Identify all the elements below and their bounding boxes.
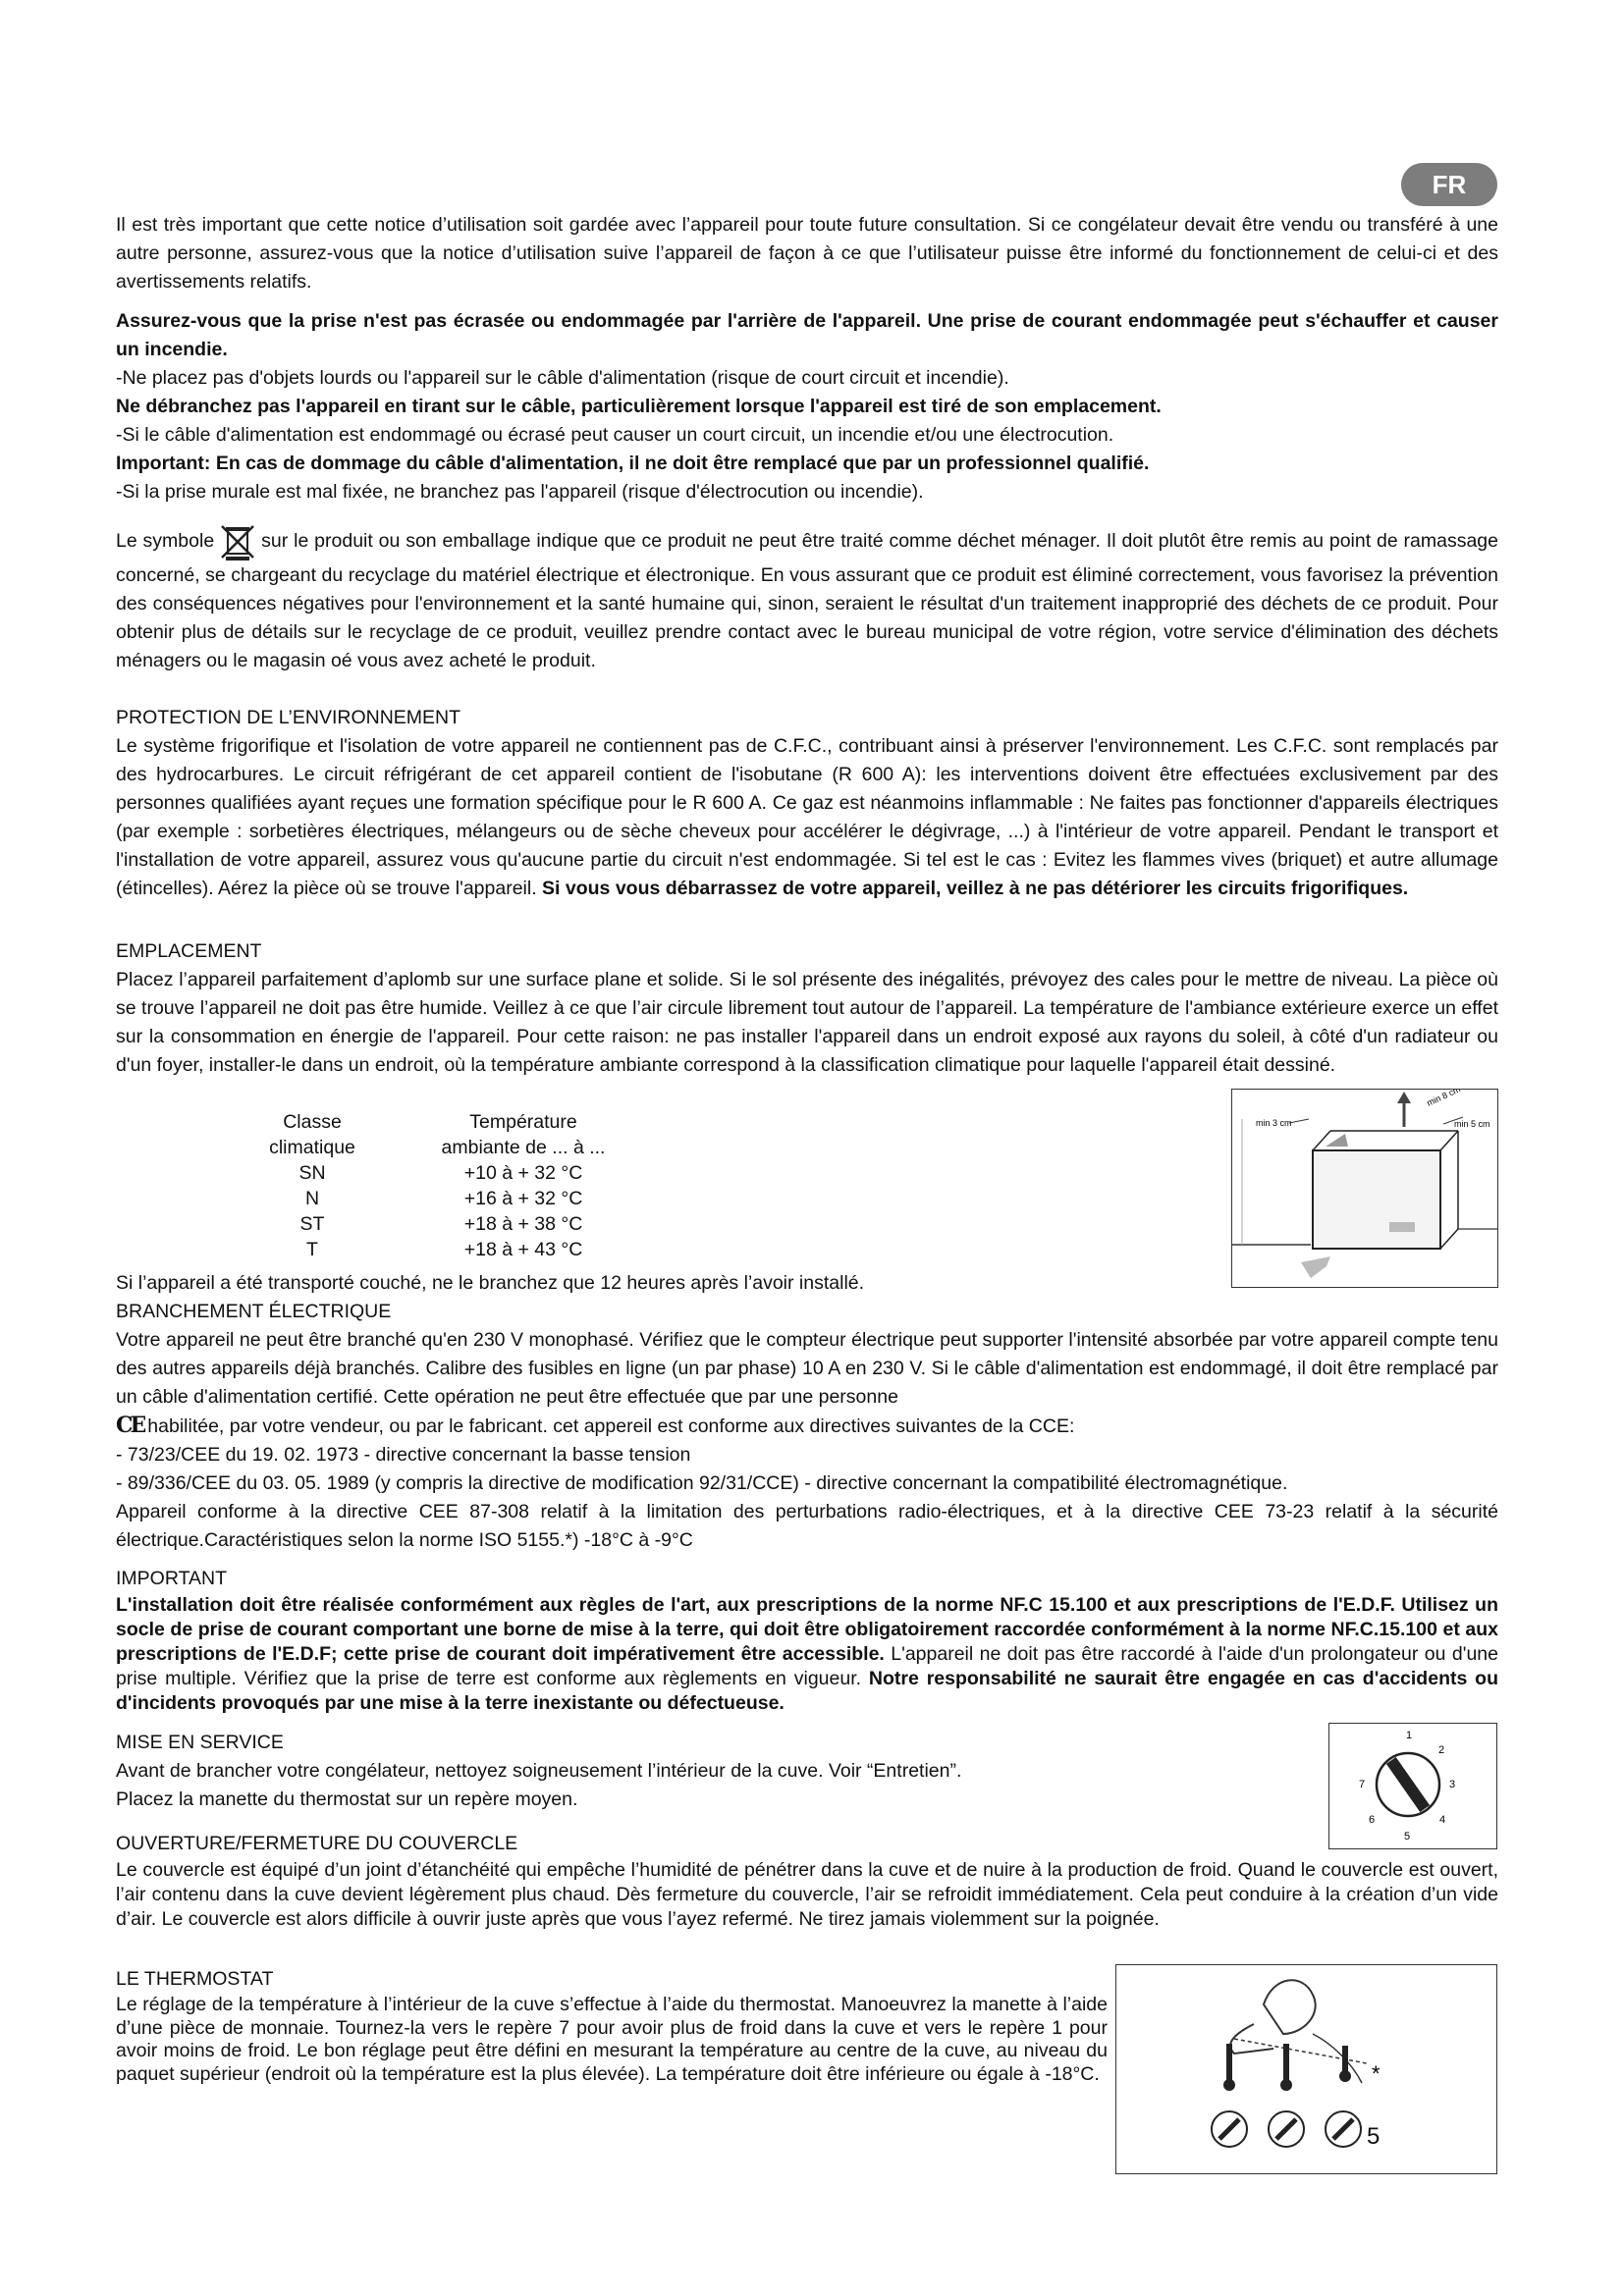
transport-note: Si l’appareil a été transporté couché, ne le branchez que 12 heures après l’avoir installé. <box>116 1272 865 1294</box>
startup-line-2: Placez la manette du thermostat sur un repère moyen. <box>116 1789 578 1810</box>
lid-section <box>116 1830 1498 1932</box>
startup-line-1: Avant de brancher votre congélateur, nettoyez soigneusement l’intérieur de la cuve. Voir “Entretien”. <box>116 1760 962 1782</box>
thermostat-heading: LE THERMOSTAT <box>116 1968 274 1990</box>
climate-range: +18 à + 38 °C <box>463 1213 583 1235</box>
thermostat-star-icon: * <box>1372 2061 1380 2086</box>
table-row <box>224 1211 734 1237</box>
document-page <box>116 0 1498 2296</box>
table-row <box>224 1237 734 1262</box>
thermostat-paragraph: Le réglage de la température à l’intérieur de la cuve s’effectue à l’aide du thermostat. Manoeuvrez la manette à l’aide d’une pièce de monnaie. Tournez-la vers le repère 7 pour avoir plus de froid dans la cuve et vers le repère 1 pour avoir moins de froid. Le bon réglage peut être défini en mesurant la température au centre de la cuve, au niveau du paquet supérieur (endroit où la température est la plus élevée). La température doit être inférieure ou égale à -18°C. <box>116 1994 1108 2085</box>
electrical-section <box>116 1298 1498 1555</box>
climate-header-temp: Température <box>469 1111 577 1133</box>
electrical-directive-3: Appareil conforme à la directive CEE 87-308 relatif à la limitation des perturbations radio-électriques, et à la directive CEE 73-23 relatif à la sécurité électrique.Caractéristiques selon la norme ISO 5155.*) -18°C à -9°C <box>116 1501 1498 1551</box>
climate-class: T <box>306 1239 318 1260</box>
weee-text-after: sur le produit ou son emballage indique que ce produit ne peut être traité comme déchet ménager. Il doit plutôt être remis au point de ramassage concerné, se chargeant du recyclage du matériel électrique et électronique. En vous assurant que ce produit est éliminé correctement, vous favorisez la prévention des conséquences négatives pour l'environnement et la santé humaine qui, sinon, seraient le résultat d'un traitement inapproprié des déchets de ce produit. Pour obtenir plus de détails sur le recyclage de ce produit, veuillez prendre contact avec le bureau municipal de votre région, votre service d'élimination des déchets ménagers ou le magasin oé vous avez acheté le produit. <box>116 530 1499 671</box>
safety-damaged-cable: -Si le câble d'alimentation est endommagé ou écrasé peut causer un court circuit, un incendie et/ou une électrocution. <box>116 424 1114 446</box>
thermostat-adjust-figure <box>1115 1964 1497 2174</box>
climate-header-class-2: climatique <box>269 1137 355 1158</box>
climate-range: +18 à + 43 °C <box>463 1239 583 1260</box>
startup-section <box>116 1729 1314 1814</box>
safety-wall-socket: -Si la prise murale est mal fixée, ne branchez pas l'appareil (risque d'électrocution ou incendie). <box>116 481 924 503</box>
climate-range: +16 à + 32 °C <box>463 1188 583 1209</box>
intro-section <box>116 211 1498 296</box>
environment-bold-note: Si vous vous débarrassez de votre appareil, veillez à ne pas détériorer les circuits frigorifiques. <box>542 878 1409 899</box>
environment-paragraph <box>116 732 1498 903</box>
important-paragraph <box>116 1593 1498 1716</box>
clearance-label-left: min 3 cm <box>1256 1118 1292 1128</box>
environment-heading: PROTECTION DE L’ENVIRONNEMENT <box>116 707 461 728</box>
electrical-directive-1: - 73/23/CEE du 19. 02. 1973 - directive concernant la basse tension <box>116 1444 691 1466</box>
table-row <box>224 1186 734 1211</box>
safety-important-replacement: Important: En cas de dommage du câble d'alimentation, il ne doit être remplacé que par un professionnel qualifié. <box>116 453 1150 474</box>
dial-mark-1: 1 <box>1406 1730 1413 1741</box>
important-section <box>116 1565 1498 1716</box>
climate-table <box>224 1109 734 1262</box>
clearance-label-top: min 8 cm <box>1425 1090 1462 1108</box>
dial-mark-5: 5 <box>1404 1831 1411 1842</box>
intro-paragraph: Il est très important que cette notice d’utilisation soit gardée avec l’appareil pour toute future consultation. Si ce congélateur devait être vendu ou transféré à une autre personne, assurez-vous que la notice d’utilisation suive l’appareil de façon à ce que l’utilisateur puisse être informé du fonctionnement de celui-ci et des avertissements relatifs. <box>116 214 1498 293</box>
environment-section <box>116 704 1498 903</box>
climate-class: SN <box>298 1162 326 1184</box>
crossed-bin-icon <box>218 522 257 561</box>
language-badge: FR <box>1401 163 1497 206</box>
table-row <box>224 1160 734 1186</box>
safety-heavy-objects: -Ne placez pas d'objets lourds ou l'appareil sur le câble d'alimentation (risque de court circuit et incendie). <box>116 367 1009 389</box>
electrical-directive-2: - 89/336/CEE du 03. 05. 1989 (y compris la directive de modification 92/31/CCE) - directive concernant la compatibilité électromagnétique. <box>116 1472 1288 1494</box>
safety-unplug-warning: Ne débranchez pas l'appareil en tirant sur le câble, particulièrement lorsque l'appareil est tiré de son emplacement. <box>116 396 1162 417</box>
climate-class: ST <box>299 1213 325 1235</box>
important-normal: L'appareil ne doit pas être raccordé à l'aide d'un prolongateur ou d'une prise multiple. Vérifiez que la prise de terre est conforme aux règlements en vigueur. <box>116 1643 1498 1689</box>
weee-section <box>116 522 1498 675</box>
important-bold-1: L'installation doit être réalisée conformément aux règles de l'art, aux prescriptions de la norme NF.C 15.100 et aux prescriptions de l'E.D.F. Utilisez un socle de prise de courant comportant une borne de mise à la terre, qui doit être obligatoirement raccordée conformément à la norme NF.C.15.100 et aux prescriptions de l'E.D.F; cette prise de courant doit impérativement être accessible. <box>116 1594 1498 1665</box>
dial-mark-2: 2 <box>1438 1744 1445 1756</box>
electrical-paragraph: Votre appareil ne peut être branché qu'en 230 V monophasé. Vérifiez que le compteur électrique peut supporter l'intensité absorbée par votre appareil compte tenu des autres appareils déjà branchés. Calibre des fusibles en ligne (un par phase) 10 A en 230 V. Si le câble d'alimentation est endommagé, il doit être remplacé par un câble d'alimentation certifié. Cette opération ne peut être effectuée que par une personne <box>116 1329 1498 1408</box>
thermostat-section <box>116 1965 1108 2086</box>
location-paragraph: Placez l’appareil parfaitement d’aplomb sur une surface plane et solide. Si le sol présente des inégalités, prévoyez des cales pour le mettre de niveau. La pièce où se trouve l’appareil ne doit pas être humide. Veillez à ce que l’air circule librement tout autour de l’appareil. La température de l'ambiance extérieure exerce un effet sur la consommation en énergie de l'appareil. Pour cette raison: ne pas installer l'appareil dans un endroit exposé aux rayons du soleil, à côté d'un radiateur ou d'un foyer, installer-le dans un endroit, où la température ambiante correspond à la classification climatique pour laquelle l'appareil était dessiné. <box>116 969 1498 1076</box>
clearance-label-right: min 5 cm <box>1454 1119 1490 1129</box>
page-number: 5 <box>1367 2123 1380 2150</box>
environment-body: Le système frigorifique et l'isolation de votre appareil ne contiennent pas de C.F.C., contribuant ainsi à préserver l'environnement. Les C.F.C. sont remplacés par des hydrocarbures. Le circuit réfrigérant de cet appareil contient de l'isobutane (R 600 A): les interventions doivent être effectuées exclusivement par des personnes qualifiées ayant reçues une formation spécifique pour le R 600 A. Ce gaz est néanmoins inflammable : Ne faites pas fonctionner d'appareils électriques (par exemple : sorbetières électriques, mélangeurs ou de sèche cheveux pour accélérer le dégivrage, ...) à l'intérieur de votre appareil. Pendant le transport et l'installation de votre appareil, assurez vous qu'aucune partie du circuit n'est endommagée. Si tel est le cas : Evitez les flammes vives (briquet) et autre allumage (étincelles). Aérez la pièce où se trouve l'appareil. <box>116 735 1498 899</box>
climate-header-temp-2: ambiante de ... à ... <box>441 1137 606 1158</box>
dial-mark-7: 7 <box>1359 1779 1366 1790</box>
climate-header-class: Classe <box>283 1111 342 1133</box>
ce-mark-icon: CE <box>116 1413 144 1438</box>
electrical-ce-text: habilitée, par votre vendeur, ou par le fabricant. cet appereil est conforme aux directives suivantes de la CCE: <box>147 1415 1075 1437</box>
electrical-heading: BRANCHEMENT ÉLECTRIQUE <box>116 1301 392 1322</box>
weee-paragraph <box>116 522 1498 675</box>
electrical-ce-line <box>116 1412 1498 1441</box>
lid-paragraph: Le couvercle est équipé d’un joint d’étanchéité qui empêche l’humidité de pénétrer dans la cuve et de nuire à la production de froid. Quand le couvercle est ouvert, l’air contenu dans la cuve devient légèrement plus chaud. Dès fermeture du couvercle, l’air se refroidit immédiatement. Cela peut conduire à la création d’un vide d’air. Le couvercle est alors difficile à ouvrir juste après que vous l’ayez refermé. Ne tirez jamais violemment sur la poignée. <box>116 1859 1498 1930</box>
dial-mark-6: 6 <box>1369 1814 1376 1826</box>
dial-mark-4: 4 <box>1439 1814 1446 1826</box>
location-heading: EMPLACEMENT <box>116 940 262 962</box>
dial-mark-3: 3 <box>1449 1779 1456 1790</box>
important-bold-2: Notre responsabilité ne saurait être engagée en cas d'accidents ou d'incidents provoqués par une mise à la terre inexistante ou défectueuse. <box>116 1668 1498 1714</box>
weee-text-before: Le symbole <box>116 530 215 553</box>
startup-heading: MISE EN SERVICE <box>116 1732 284 1753</box>
location-section <box>116 937 1498 1080</box>
climate-class: N <box>304 1188 320 1209</box>
safety-plug-warning: Assurez-vous que la prise n'est pas écrasée ou endommagée par l'arrière de l'appareil. Une prise de courant endommagée peut s'échauffer et causer un incendie. <box>116 310 1498 360</box>
lid-heading: OUVERTURE/FERMETURE DU COUVERCLE <box>116 1833 518 1854</box>
climate-range: +10 à + 32 °C <box>463 1162 583 1184</box>
clearance-figure <box>1231 1089 1498 1288</box>
important-heading: IMPORTANT <box>116 1568 228 1589</box>
safety-section <box>116 307 1498 507</box>
